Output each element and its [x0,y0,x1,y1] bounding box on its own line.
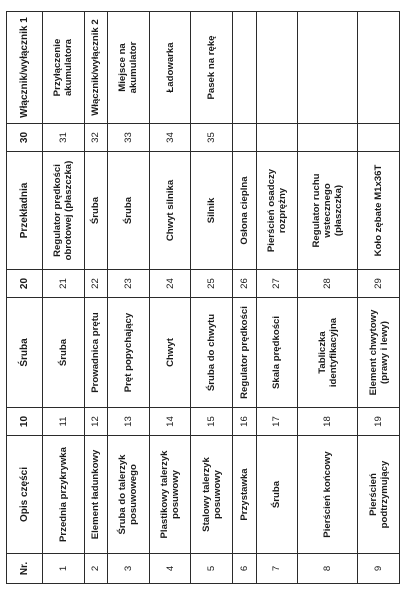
parts-table [6,11,400,584]
part-number-cell: 21 [43,270,85,298]
part-description-cell: Opis części [7,436,43,554]
part-number-cell: 13 [108,408,150,436]
part-description-cell: Koło zębate M1x36T [358,152,400,270]
part-number-cell: 8 [298,554,358,584]
part-description-cell: Regulator ruchu wstecznego (płaszczka) [298,152,358,270]
part-description-cell: Przednia przykrywka [43,436,85,554]
part-number-cell [256,124,298,152]
table-header-row [7,12,43,584]
part-description-cell: Włącznik/wyłącznik 2 [84,12,107,124]
part-number-cell: 7 [256,554,298,584]
part-number-cell [233,124,256,152]
table-row [84,12,107,584]
part-description-cell: Plastikowy talerzyk posuwowy [149,436,191,554]
part-number-cell: 35 [191,124,233,152]
part-number-cell: 19 [358,408,400,436]
part-number-cell: 29 [358,270,400,298]
part-description-cell [298,12,358,124]
part-number-cell: 12 [84,408,107,436]
part-description-cell: Śruba [84,152,107,270]
part-description-cell: Osłona cieplna [233,152,256,270]
part-description-cell: Przyłączenie akumulatora [43,12,85,124]
part-description-cell: Ładowarka [149,12,191,124]
parts-table-body [7,12,400,584]
part-description-cell: Tabliczka identyfikacyjna [298,298,358,408]
part-number-cell: 20 [7,270,43,298]
part-description-cell: Miejsce na akumulator [108,12,150,124]
part-description-cell: Regulator prędkości obrotowej (płaszczka) [43,152,85,270]
part-number-cell: 2 [84,554,107,584]
part-number-cell [358,124,400,152]
part-description-cell: Śruba [43,298,85,408]
table-row [108,12,150,584]
part-number-cell: 18 [298,408,358,436]
part-description-cell: Pręt popychający [108,298,150,408]
part-description-cell: Śruba do chwytu [191,298,233,408]
rotated-table-wrapper [6,12,400,584]
table-row [43,12,85,584]
part-description-cell [256,12,298,124]
part-description-cell: Przekładnia [7,152,43,270]
part-number-cell: 10 [7,408,43,436]
part-description-cell: Regulator prędkości [233,298,256,408]
part-description-cell: Włącznik/wyłącznik 1 [7,12,43,124]
part-description-cell: Śruba [7,298,43,408]
part-description-cell: Pasek na rękę [191,12,233,124]
part-number-cell: 22 [84,270,107,298]
part-description-cell: Prowadnica prętu [84,298,107,408]
part-number-cell: 33 [108,124,150,152]
part-number-cell: 11 [43,408,85,436]
table-row [256,12,298,584]
part-number-cell: 31 [43,124,85,152]
table-row [298,12,358,584]
part-number-cell: 15 [191,408,233,436]
part-number-cell: 27 [256,270,298,298]
part-description-cell: Chwyt silnika [149,152,191,270]
part-description-cell: Śruba [108,152,150,270]
part-number-cell: 25 [191,270,233,298]
part-description-cell: Śruba do talerzyk posuwowego [108,436,150,554]
part-number-cell: 9 [358,554,400,584]
part-description-cell: Chwyt [149,298,191,408]
part-description-cell: Pierścień osadczy rozprężny [256,152,298,270]
part-number-cell: Nr. [7,554,43,584]
part-number-cell: 16 [233,408,256,436]
part-description-cell: Element chwytowy (prawy i lewy) [358,298,400,408]
part-description-cell: Pierścień końcowy [298,436,358,554]
part-number-cell: 6 [233,554,256,584]
part-description-cell: Skala prędkości [256,298,298,408]
part-number-cell: 5 [191,554,233,584]
part-number-cell: 32 [84,124,107,152]
part-number-cell: 14 [149,408,191,436]
part-description-cell: Śruba [256,436,298,554]
part-description-cell [233,12,256,124]
part-number-cell: 3 [108,554,150,584]
part-number-cell: 23 [108,270,150,298]
part-number-cell: 24 [149,270,191,298]
part-number-cell: 34 [149,124,191,152]
part-number-cell: 28 [298,270,358,298]
table-row [191,12,233,584]
part-description-cell: Przystawka [233,436,256,554]
part-number-cell: 26 [233,270,256,298]
part-description-cell: Stalowy talerzyk posuwowy [191,436,233,554]
table-row [149,12,191,584]
table-row [358,12,400,584]
part-description-cell: Silnik [191,152,233,270]
table-row [233,12,256,584]
part-number-cell: 4 [149,554,191,584]
part-description-cell: Pierścień podtrzymujący [358,436,400,554]
part-number-cell [298,124,358,152]
part-number-cell: 30 [7,124,43,152]
part-description-cell [358,12,400,124]
part-number-cell: 17 [256,408,298,436]
part-description-cell: Element ładunkowy [84,436,107,554]
part-number-cell: 1 [43,554,85,584]
